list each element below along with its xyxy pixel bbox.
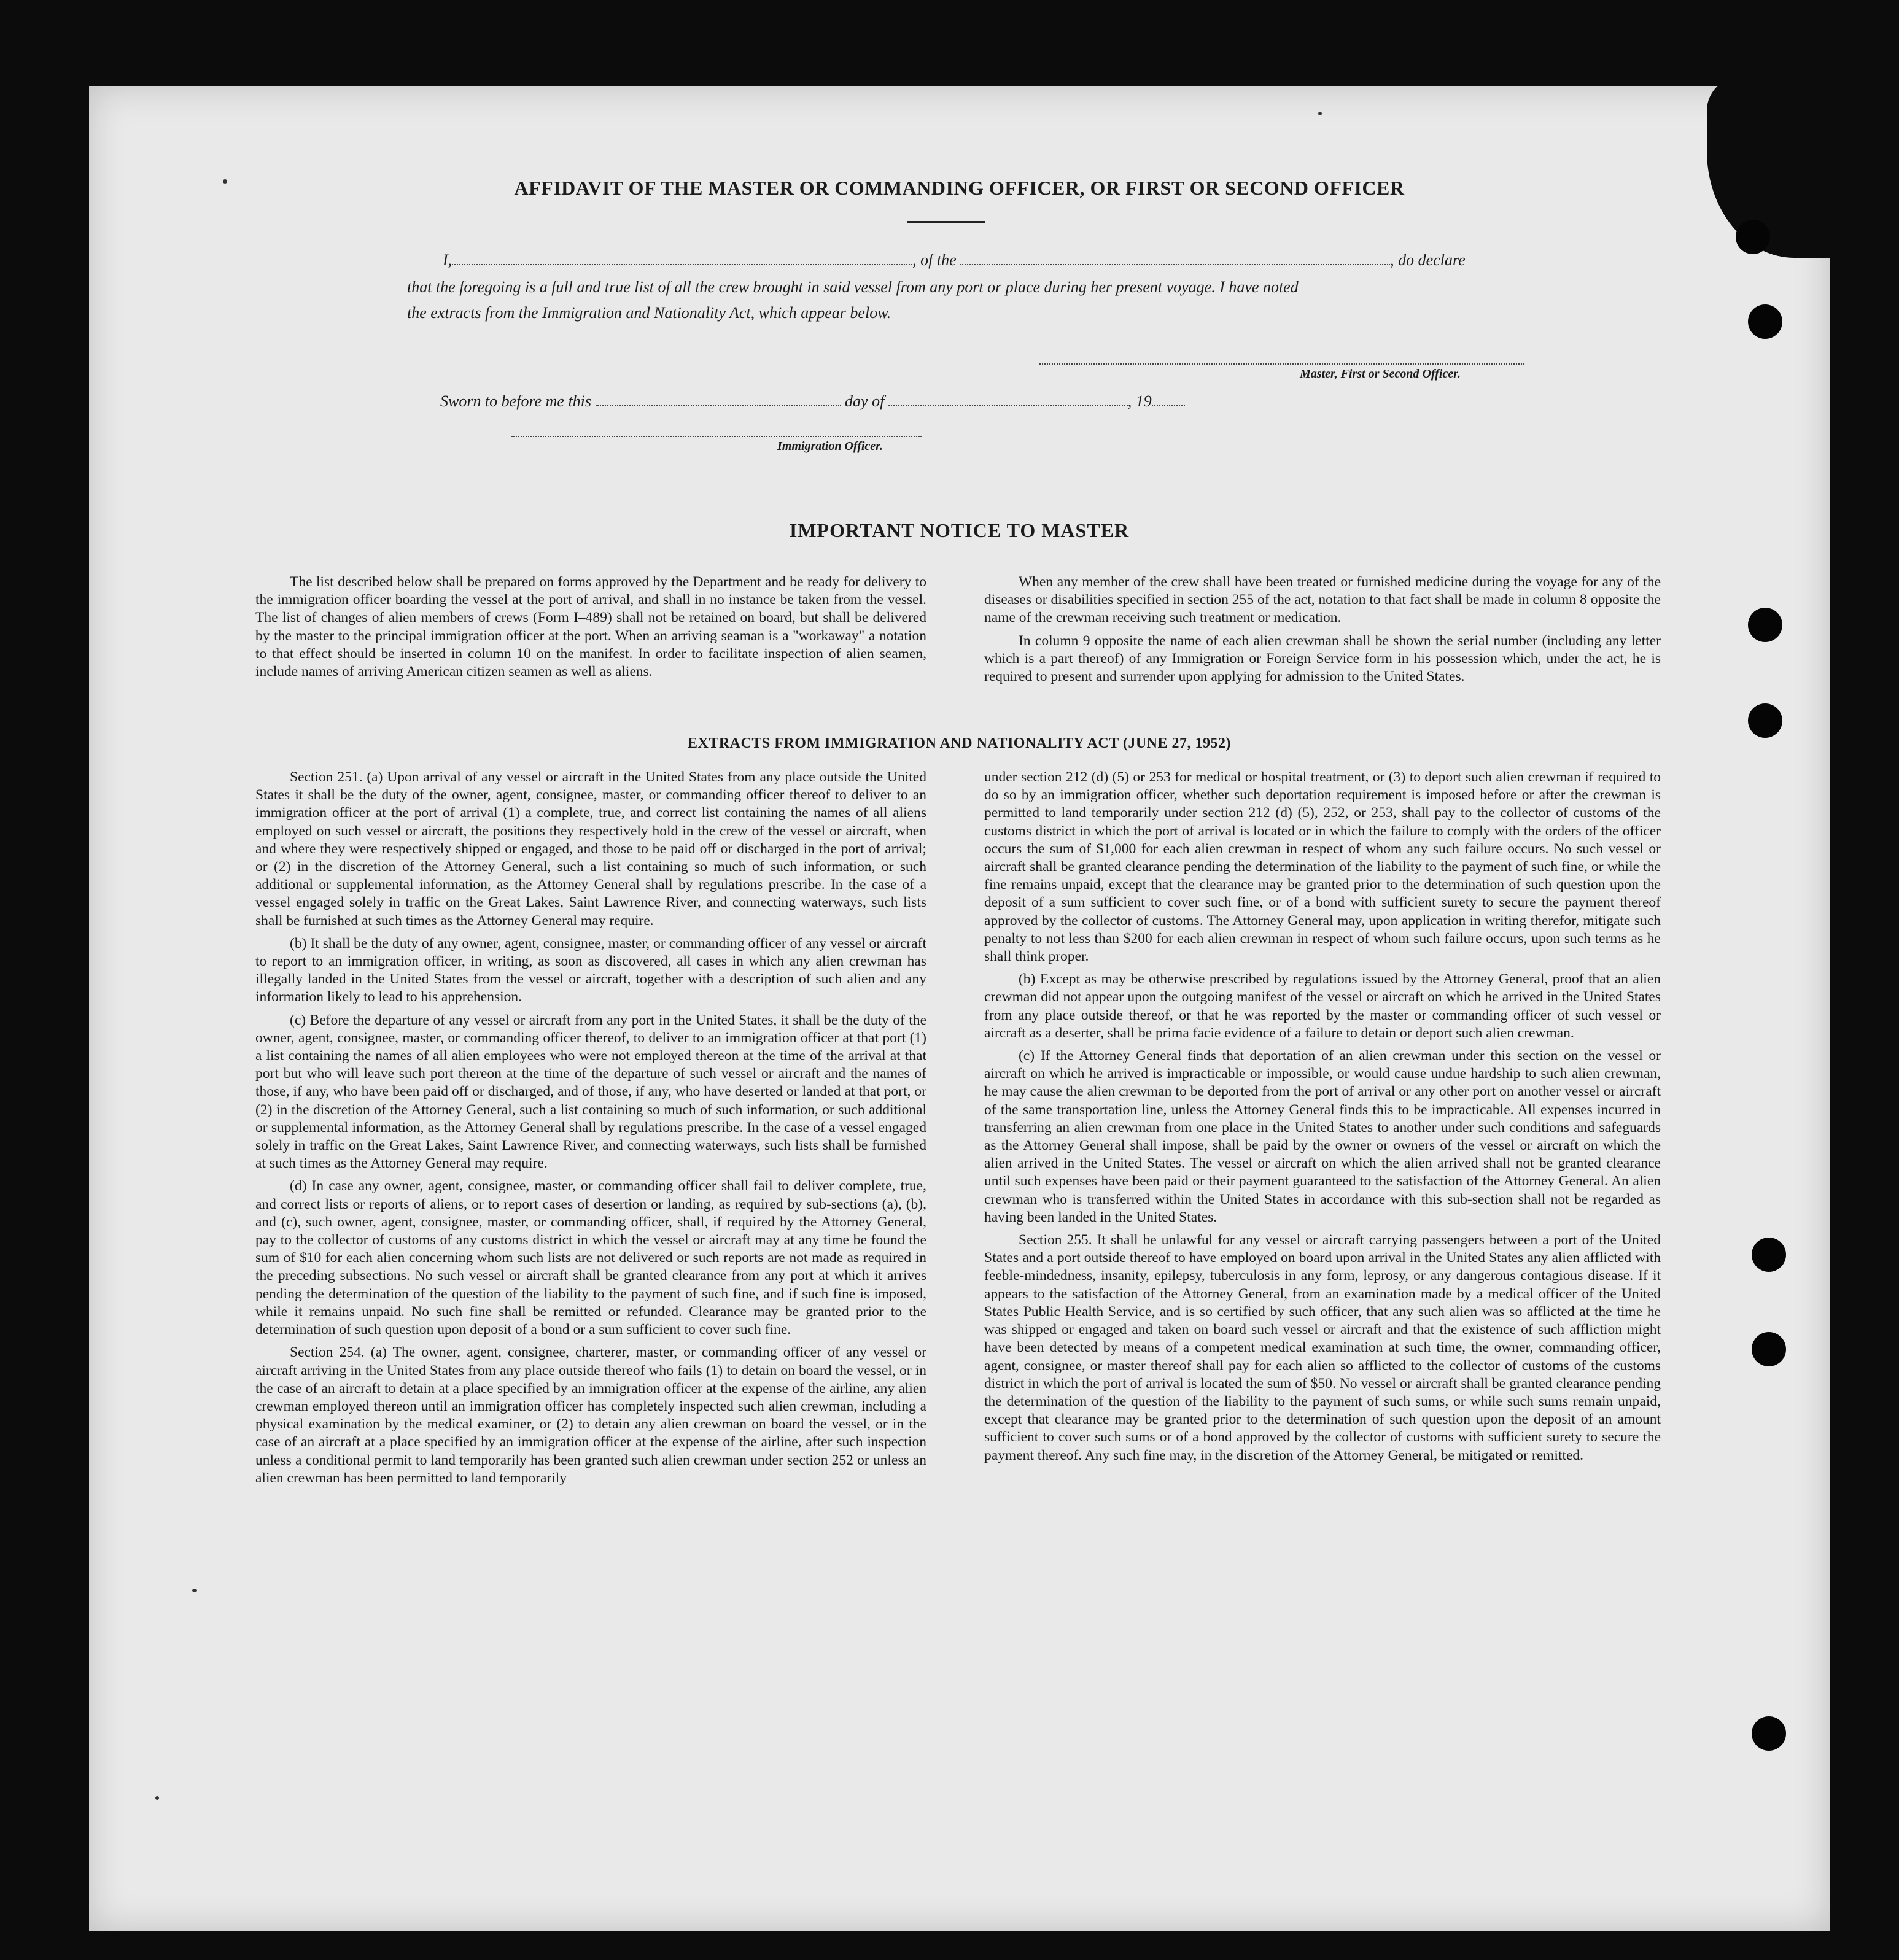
binder-hole: [1752, 1332, 1786, 1366]
extracts-title: EXTRACTS FROM IMMIGRATION AND NATIONALITY ACT (JUNE 27, 1952): [688, 735, 1231, 751]
extracts-left-column: [255, 769, 926, 1492]
binder-hole: [1752, 1238, 1786, 1272]
sworn-prefix: Sworn to before me this: [440, 392, 592, 410]
declaration-i: I,: [443, 251, 452, 269]
burned-corner: [1707, 74, 1848, 258]
sworn-month-field[interactable]: [888, 392, 1128, 406]
section-254-c: (c) If the Attorney General finds that deportation of an alien crewman under this section on the vessel or aircraft on which he arrived is impracticable or impossible, or would cause undue hardship to such alien crewman, he may cause the alien crewman to be deported from the port of arrival or any other port on another vessel or aircraft of the same transportation line, unless the Attorney General finds this to be impracticable. All expenses incurred in transferring an alien crewman from one place in the United States to another under such conditions and safeguards as the Attorney General shall impose, shall be paid by the owner or owners of the vessel or aircraft on which the alien arrived in the United States. The vessel or aircraft on which the alien arrived shall not be granted clearance until such expenses have been paid or their payment guaranteed to the satisfaction of the Attorney General. An alien crewman who is transferred within the United States in accordance with this sub-section shall not be regarded as having been landed in the United States.: [984, 1048, 1661, 1225]
speck: [155, 1796, 159, 1800]
immigration-officer-label: Immigration Officer.: [777, 440, 883, 453]
title-rule: [907, 221, 985, 223]
section-251-d: (d) In case any owner, agent, consignee, master, or commanding officer shall fail to deliver complete, true, and correct lists or reports of aliens, or to report cases of desertion or landing, as required by sub-sections (a), (b), and (c), such owner, agent, consignee, master, or commanding officer, shall, if required by the Attorney General, pay to the collector of customs of any customs district in which the vessel or aircraft may at any time be found the sum of $10 for each alien concerning whom such lists are not delivered or such reports are not made as required in the preceding subsections. No such vessel or aircraft shall be granted clearance from any port at which it arrives pending the determination of the question of the liability to the payment of such fine, and if such fine is imposed, while it remains unpaid. No such fine shall be remitted or refunded. Clearance may be granted prior to the determination of such question upon deposit of a bond or a sum sufficient to cover such fine.: [255, 1178, 926, 1338]
notice-left-column: [255, 573, 926, 686]
declaration-do-declare: , do declare: [1390, 251, 1466, 269]
master-signature-line[interactable]: [1039, 363, 1524, 365]
section-255: Section 255. It shall be unlawful for any vessel or aircraft carrying passengers between a port of the United States and a port outside thereof to have employed on board upon arrival in the United States any alien afflicted with feeble-mindedness, insanity, epilepsy, tuberculosis in any form, leprosy, or any dangerous contagious disease. If it appears to the satisfaction of the Attorney General, from an examination made by a medical officer of the United States Public Health Service, and is so certified by such officer, that any such alien was so afflicted at the time he was shipped or engaged and taken on board such vessel or aircraft and that the existence of such affliction might have been detected by means of a competent medical examination at such time, the owner, commanding officer, agent, consignee, or master thereof shall pay for each alien so afflicted to the collector of customs of the customs district in which the port of arrival is located the sum of $50. No vessel or aircraft shall be granted clearance pending the determination of the question of the liability to the payment of such sums, or while such sums remain unpaid, except that clearance may be granted prior to the determination of such question upon the deposit of an amount sufficient to cover such sums or of a bond approved by the collector of customs with sufficient surety to secure the payment thereof. Any such fine may, in the discretion of the Attorney General, be mitigated or remitted.: [984, 1232, 1661, 1463]
binder-hole: [1748, 304, 1782, 339]
section-254-b: (b) Except as may be otherwise prescribed by regulations issued by the Attorney General, proof that an alien crewman did not appear upon the outgoing manifest of the vessel or aircraft on which he arrived in the United States from any place outside thereof, or that he was reported by the master or commanding officer of such vessel or aircraft as a deserter, shall be prima facie evidence of a failure to detain or deport such alien crewman.: [984, 971, 1661, 1041]
binder-hole: [1748, 608, 1782, 642]
sworn-year-field[interactable]: [1152, 392, 1185, 406]
binder-hole: [1736, 220, 1770, 254]
notice-right-paragraph-2: In column 9 opposite the name of each alien crewman shall be shown the serial number (including any letter which is a part thereof) of any Immigration or Foreign Service form in his possession which, under the act, he is required to present and surrender upon applying for admission to the United States.: [984, 632, 1661, 685]
declaration-line: [443, 250, 1466, 269]
notice-title: IMPORTANT NOTICE TO MASTER: [789, 519, 1130, 541]
sworn-day-field[interactable]: [596, 392, 841, 406]
section-254-a-continued: under section 212 (d) (5) or 253 for medical or hospital treatment, or (3) to deport such alien crewman if required to do so by an immigration officer, whether such deportation requirement is imposed before or after the crewman is permitted to land temporarily under section 212 (d) (5), 252, or 253, shall pay to the collector of customs of the customs district in which the port of arrival is located or in which the failure to comply with the orders of the officer occurs the sum of $1,000 for each alien crewman in respect of whom any such failure occurs. No such vessel or aircraft shall be granted clearance pending the determination of the liability to the payment of such fine, or while the fine remains unpaid, except that the clearance may be granted prior to the determination of such question upon the deposit of a sum sufficient to cover such fine, or of a bond with sufficient surety to secure the payment thereof approved by the collector of customs. The Attorney General may, upon application in writing therefor, mitigate such penalty to not less than $200 for each alien crewman in respect of whom such failure occurs, upon such terms as he shall think proper.: [984, 769, 1661, 965]
binder-hole: [1752, 1716, 1786, 1751]
sworn-year: , 19: [1127, 392, 1152, 410]
notice-right-column: [984, 573, 1661, 691]
section-254-a: Section 254. (a) The owner, agent, consignee, charterer, master, or commanding officer of any vessel or aircraft arriving in the United States from any place outside thereof who fails (1) to detain on board the vessel, or in the case of an aircraft to detain at a place specified by an immigration officer at the expense of the airline, any alien crewman employed thereon until an immigration officer has completely inspected such alien crewman, including a physical examination by the medical examiner, or (2) to detain any alien crewman on board the vessel, or in the case of an aircraft at a place specified by an immigration officer at the expense of the airline, after such inspection unless a conditional permit to land temporarily has been granted such alien crewman under section 252 or unless an alien crewman has been permitted to land temporarily: [255, 1344, 926, 1486]
notice-right-paragraph-1: When any member of the crew shall have been treated or furnished medicine during the voyage for any of the diseases or disabilities specified in section 255 of the act, notation to that fact shall be made in column 8 opposite the name of the crewman receiving such treatment or medication.: [984, 574, 1661, 626]
speck: [1318, 112, 1322, 115]
sworn-day-of: day of: [845, 392, 885, 410]
declaration-of-the: , of the: [912, 251, 957, 269]
document-page: [89, 86, 1830, 1931]
speck: [192, 1589, 197, 1592]
sworn-line: [440, 392, 1185, 411]
immigration-officer-signature-line[interactable]: [511, 436, 922, 437]
notice-left-paragraph: The list described below shall be prepared on forms approved by the Department and be ready for delivery to the immigration officer boarding the vessel at the port of arrival, and shall in no instance be taken from the vessel. The list of changes of alien members of crews (Form I–489) shall not be retained on board, but shall be delivered by the master to the principal immigration officer at the port. When an arriving seaman is a "workaway" a notation to that effect should be inserted in column 10 on the manifest. In order to facilitate inspection of alien seamen, include names of arriving American citizen seamen as well as aliens.: [255, 574, 926, 680]
declaration-line-2: that the foregoing is a full and true list of all the crew brought in said vessel from any port or place during her present voyage. I have noted: [407, 278, 1299, 296]
affidavit-title: AFFIDAVIT OF THE MASTER OR COMMANDING OFFICER, OR FIRST OR SECOND OFFICER: [514, 177, 1405, 199]
vessel-field[interactable]: [960, 250, 1390, 265]
extracts-right-column: [984, 769, 1661, 1470]
section-251-c: (c) Before the departure of any vessel or aircraft from any port in the United States, it shall be the duty of the owner, agent, consignee, master, or commanding officer thereof, to deliver to an immigration officer at that port (1) a list containing the names of all alien employees who were not employed thereon at the time of the arrival at that port but who will leave such port thereon at the time of the departure of such vessel or aircraft and the names of those, if any, who have been paid off or discharged, and of those, if any, who have deserted or landed at that port, or (2) in the discretion of the Attorney General, such a list containing so much of such information, or such additional or supplemental information, as the Attorney General shall by regulations prescribe. In the case of a vessel engaged solely in traffic on the Great Lakes, Saint Lawrence River, and connecting waterways, such lists shall be furnished at such times as the Attorney General may require.: [255, 1012, 926, 1172]
binder-hole: [1748, 703, 1782, 738]
master-label: Master, First or Second Officer.: [1300, 367, 1461, 381]
declaration-line-3: the extracts from the Immigration and Nationality Act, which appear below.: [407, 304, 891, 322]
section-251-b: (b) It shall be the duty of any owner, agent, consignee, master, or commanding officer of any vessel or aircraft to report to an immigration officer, in writing, as soon as discovered, all cases in which any alien crewman has illegally landed in the United States from the vessel or aircraft, together with a description of such alien and any information likely to lead to his apprehension.: [255, 935, 926, 1005]
section-251-a: Section 251. (a) Upon arrival of any vessel or aircraft in the United States from any place outside the United States it shall be the duty of the owner, agent, consignee, master, or commanding officer thereof to deliver to an immigration officer at the port of arrival (1) a complete, true, and correct list containing the names of all aliens employed on such vessel or aircraft, the positions they respectively hold in the crew of the vessel or aircraft, when and where they were respectively shipped or engaged, and those to be paid off or discharged in the port of arrival; or (2) in the discretion of the Attorney General, such a list containing so much of such information, or such additional or supplemental information, as the Attorney General shall by regulations prescribe. In the case of a vessel engaged solely in traffic on the Great Lakes, Saint Lawrence River, and connecting waterways, such lists shall be furnished at such times as the Attorney General may require.: [255, 769, 926, 929]
name-field[interactable]: [452, 250, 912, 265]
